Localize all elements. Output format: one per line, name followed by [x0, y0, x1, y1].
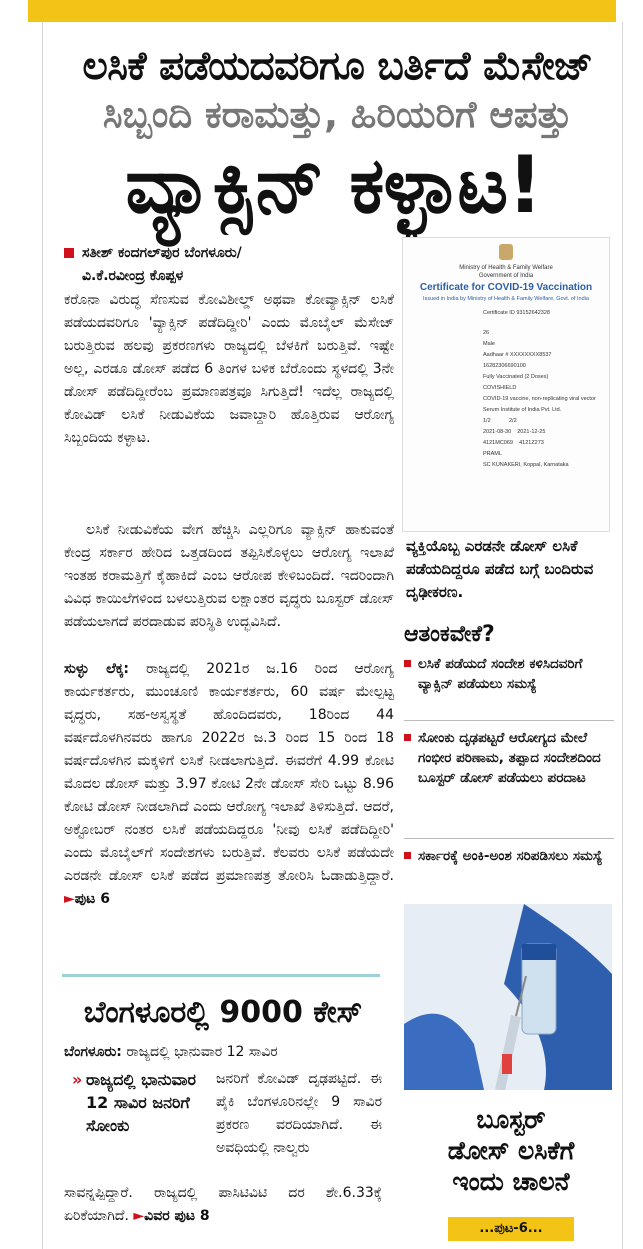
article-paragraph-3-text: ರಾಜ್ಯದಲ್ಲಿ 2021ರ ಜ.16 ರಿಂದ ಆರೋಗ್ಯ ಕಾರ್ಯಕರ್ತರು, ಮುಂಚೂಣಿ ಕಾರ್ಯಕರ್ತರು, 60 ವರ್ಷ ಮೇಲ್ಪಟ್ಟ ವೃದ್ಧರು, ಸಹ-ಅಸ್ವಸ್ಥತೆ ಹೊಂದಿದವರು, 18ರಿಂದ 44 ವರ್ಷದೊಳಗಿನವರು ಹಾಗೂ 2022ರ ಜ.3 ರಿಂದ 15 ರಿಂದ 18 ವರ್ಷದೊಳಗಿನ ಮಕ್ಕಳಿಗೆ ಲಸಿಕೆ ನೀಡಲಾಗುತ್ತಿದೆ. ಈವರೆಗೆ 4.99 ಕೋಟಿ ಮೊದಲ ಡೋಸ್ ಮತ್ತು 3.97 ಕೋಟಿ 2ನೇ ಡೋಸ್ ಸೇರಿ ಒಟ್ಟು 8.96 ಕೋಟಿ ಡೋಸ್ ನೀಡಲಾಗಿದೆ ಎಂದು ಆರೋಗ್ಯ ಇಲಾಖೆ ತಿಳಿಸುತ್ತಿದೆ. ಆದರೆ, ಅಕ್ಟೋಬರ್ ನಂತರ ಲಸಿಕೆ ಪಡೆಯದಿದ್ದರೂ 'ನೀವು ಲಸಿಕೆ ಪಡೆದಿದ್ದೀರಿ' ಎಂದು ಮೊಬೈಲ್‌ಗೆ ಸಂದೇಶಗಳು ಬರುತ್ತಿವೆ. ಕೆಲವರು ಲಸಿಕೆ ಪಡೆಯದೇ ಎರಡನೇ ಡೋಸ್ ಲಸಿಕೆ ಪಡೆದ ಪ್ರಮಾಣಪತ್ರ ತೋರಿಸಿ ಓಡಾಡುತ್ತಿದ್ದಾರೆ.	[64, 661, 394, 884]
concern-item	[404, 846, 618, 866]
certificate-issued: Issued in India by Ministry of Health & Family Welfare, Govt. of India	[423, 296, 589, 302]
concern-title: ಆತಂಕವೇಕೆ?	[404, 622, 495, 647]
cert-row: 2021-08-30 2021-12-25	[483, 429, 546, 435]
bengaluru-headline: ಬೆಂಗಳೂರಲ್ಲಿ 9000 ಕೇಸ್	[83, 995, 363, 1030]
cert-row: 4121MC069 4121Z273	[483, 440, 544, 446]
concern-item-text: ಸರ್ಕಾರಕ್ಕೆ ಅಂಕಿ-ಅಂಶ ಸರಿಪಡಿಸಲು ಸಮಸ್ಯೆ	[418, 848, 603, 864]
play-triangle-icon: ►	[64, 891, 75, 907]
headline-line1: ಲಸಿಕೆ ಪಡೆಯದವರಿಗೂ ಬರ್ತಿದೆ ಮೆಸೇಜ್	[82, 44, 593, 89]
cert-row: Aadhaar # XXXXXXXX8537	[483, 352, 552, 358]
bengaluru-lead	[64, 1041, 382, 1064]
article-paragraph-3	[64, 658, 394, 911]
emblem-icon	[499, 244, 513, 260]
certificate-ministry	[403, 264, 609, 280]
certificate-caption: ವ್ಯಕ್ತಿಯೊಬ್ಬ ಎರಡನೇ ಡೋಸ್ ಲಸಿಕೆ ಪಡೆಯದಿದ್ದರೂ ಪಡೆದ ಬಗ್ಗೆ ಬಂದಿರುವ ದೃಢೀಕರಣ.	[406, 537, 594, 601]
bullet-square-icon	[404, 734, 411, 741]
lead-text: ರಾಜ್ಯದಲ್ಲಿ ಭಾನುವಾರ 12 ಸಾವಿರ	[121, 1044, 278, 1060]
bullet-square-icon	[404, 852, 411, 859]
bengaluru-tail	[64, 1182, 382, 1228]
continued-link[interactable]	[64, 891, 110, 907]
cert-row: PRAML	[483, 451, 502, 457]
pull-quote-text: ರಾಜ್ಯದಲ್ಲಿ ಭಾನುವಾರ 12 ಸಾವಿರ ಜನರಿಗೆ ಸೋಂಕು	[86, 1070, 197, 1135]
section-divider	[62, 974, 380, 977]
tail-text: ಸಾವನ್ನಪ್ಪಿದ್ದಾರೆ. ರಾಜ್ಯದಲ್ಲಿ ಪಾಸಿಟಿವಿಟಿ ದರ ಶೇ.6.33ಕ್ಕೆ ಏರಿಕೆಯಾಗಿದೆ.	[64, 1185, 382, 1224]
headline-line2: ಸಿಬ್ಬಂದಿ ಕರಾಮತ್ತು, ಹಿರಿಯರಿಗೆ ಆಪತ್ತು	[102, 93, 573, 136]
booster-line2: ಡೋಸ್ ಲಸಿಕೆಗೆ	[447, 1136, 575, 1165]
byline-line2: ವಿ.ಕೆ.ರವೀಂದ್ರ ಕೊಪ್ಪಳ	[82, 268, 184, 284]
bullet-square-icon	[404, 660, 411, 667]
cert-row: 16282306690100	[483, 363, 526, 369]
booster-page-ref[interactable]: ...ಪುಟ-6...	[448, 1217, 574, 1241]
byline-line1: ಸತೀಶ್ ಕಂದಗಲ್‌ಪುರ ಬೆಂಗಳೂರು/	[82, 245, 242, 261]
article-paragraph-1: ಕರೊನಾ ವಿರುದ್ಧ ಸೆಣಸುವ ಕೋವಿಶೀಲ್ಡ್ ಅಥವಾ ಕೋವ್ಯಾಕ್ಸಿನ್ ಲಸಿಕೆ ಪಡೆಯದವರಿಗೂ 'ವ್ಯಾಕ್ಸಿನ್ ಪಡೆದಿದ್ದೀರಿ' ಎಂದು ಮೊಬೈಲ್ ಮೆಸೇಜ್ ಬರುತ್ತಿರುವ ಹಲವು ಪ್ರಕರಣಗಳು ರಾಜ್ಯದಲ್ಲಿ ಬೆಳಕಿಗೆ ಬರುತ್ತಿವೆ. ಇಷ್ಟೇ ಅಲ್ಲ, ಎರಡೂ ಡೋಸ್ ಪಡೆದ 6 ತಿಂಗಳ ಬಳಿಕ ಬೆರೊಂದು ಸ್ಥಳದಲ್ಲಿ 3ನೇ ಡೋಸ್ ಪಡೆದಿದ್ದೀರೆಂಬ ಪ್ರಮಾಣಪತ್ರವೂ ಸಿಗುತ್ತಿದೆ! ಇದೆಲ್ಲ ರಾಜ್ಯದಲ್ಲಿ ಕೋವಿಡ್ ಲಸಿಕೆ ನೀಡುವಿಕೆಯ ಜವಾಬ್ದಾರಿ ಹೊತ್ತಿರುವ ಆರೋಗ್ಯ ಸಿಬ್ಬಂದಿಯ ಕಳ್ಳಾಟ.	[64, 292, 394, 446]
play-triangle-icon: ►	[133, 1208, 145, 1224]
double-chevron-icon: »	[72, 1070, 83, 1089]
article-paragraph-2: ಲಸಿಕೆ ನೀಡುವಿಕೆಯ ವೇಗ ಹೆಚ್ಚಿಸಿ ಎಲ್ಲರಿಗೂ ವ್ಯಾಕ್ಸಿನ್ ಹಾಕುವಂತೆ ಕೇಂದ್ರ ಸರ್ಕಾರ ಹೇರಿದ ಒತ್ತಡದಿಂದ ತಪ್ಪಿಸಿಕೊಳ್ಳಲು ಆರೋಗ್ಯ ಇಲಾಖೆ ಇಂತಹ ಕರಾಮತ್ತಿಗೆ ಕೈಹಾಕಿದೆ ಎಂಬ ಆರೋಪ ಕೇಳಿಬಂದಿದೆ. ಇದರಿಂದಾಗಿ ವಿವಿಧ ಕಾಯಿಲೆಗಳಿಂದ ಬಳಲುತ್ತಿರುವ ಲಕ್ಷಾಂತರ ವೃದ್ಧರು ಬೂಸ್ಟರ್ ಡೋಸ್ ಪಡೆಯಲಾಗದೆ ಪರದಾಡುವ ಪರಿಸ್ಥಿತಿ ಉದ್ಭವಿಸಿದೆ.	[64, 522, 394, 630]
cert-row: Male	[483, 341, 495, 347]
bullet-square-icon	[64, 248, 74, 258]
byline	[64, 242, 394, 288]
vaccine-vial-icon	[404, 904, 612, 1090]
concern-item	[404, 654, 618, 694]
cert-row: 26	[483, 330, 490, 336]
concern-item-text: ಸೋಂಕು ದೃಢಪಟ್ಟರೆ ಆರೋಗ್ಯದ ಮೇಲೆ ಗಂಭೀರ ಪರಿಣಾಮ, ತಪ್ಪಾದ ಸಂದೇಶದಿಂದ ಬೂಸ್ಟರ್ ಡೋಸ್ ಪಡೆಯಲು ಪರದಾಟ	[418, 730, 601, 786]
concern-item	[404, 728, 618, 788]
cert-id: Certificate ID 93152642328	[483, 310, 550, 316]
cert-row: SC KUNAKERI, Koppal, Karnataka	[483, 462, 569, 468]
ministry-text: Ministry of Health & Family Welfare	[459, 265, 553, 271]
subhead-false-count: ಸುಳ್ಳು ಲೆಕ್ಕ:	[64, 661, 130, 677]
cert-row: 1/2 2/2	[483, 418, 517, 424]
certificate-title: Certificate for COVID-19 Vaccination	[419, 282, 593, 293]
booster-line3: ಇಂದು ಚಾಲನೆ	[452, 1167, 570, 1196]
vaccine-syringe-photo	[404, 904, 612, 1090]
concern-divider	[404, 720, 614, 721]
dateline: ಬೆಂಗಳೂರು:	[64, 1044, 122, 1060]
left-margin-rule	[42, 22, 43, 1249]
continued-link[interactable]	[133, 1208, 209, 1224]
right-margin-rule	[622, 22, 623, 1249]
pull-quote	[72, 1068, 212, 1137]
main-headline: ವ್ಯಾಕ್ಸಿನ್ ಕಳ್ಳಾಟ!	[125, 141, 542, 231]
bengaluru-body: ಜನರಿಗೆ ಕೋವಿಡ್ ದೃಢಪಟ್ಟಿದೆ. ಈ ಪೈಕಿ ಬೆಂಗಳೂರಿನಲ್ಲೇ 9 ಸಾವಿರ ಪ್ರಕರಣ ವರದಿಯಾಗಿದೆ. ಈ ಅವಧಿಯಲ್ಲಿ ನಾಲ್ವರು	[216, 1071, 382, 1156]
top-yellow-bar	[28, 0, 616, 22]
concern-item-text: ಲಸಿಕೆ ಪಡೆಯದೆ ಸಂದೇಶ ಕಳಿಸಿದವರಿಗೆ ವ್ಯಾಕ್ಸಿನ್ ಪಡೆಯಲು ಸಮಸ್ಯೆ	[418, 656, 583, 692]
booster-headline	[404, 1104, 618, 1197]
concern-divider	[404, 838, 614, 839]
cert-row: Fully Vaccinated (2 Doses)	[483, 374, 549, 380]
govt-text: Government of India	[478, 273, 534, 279]
certificate-rows	[483, 308, 607, 471]
cert-row: Serum Institute of India Pvt. Ltd.	[483, 407, 562, 413]
continued-page: ವಿವರ ಪುಟ 8	[144, 1208, 210, 1224]
cert-row: COVID-19 vaccine, non-replicating viral vector	[483, 396, 596, 402]
continued-page: ಪುಟ 6	[74, 891, 110, 907]
booster-line1: ಬೂಸ್ಟರ್	[476, 1105, 546, 1134]
vaccination-certificate-image	[402, 237, 610, 532]
cert-row: COVISHIELD	[483, 385, 517, 391]
